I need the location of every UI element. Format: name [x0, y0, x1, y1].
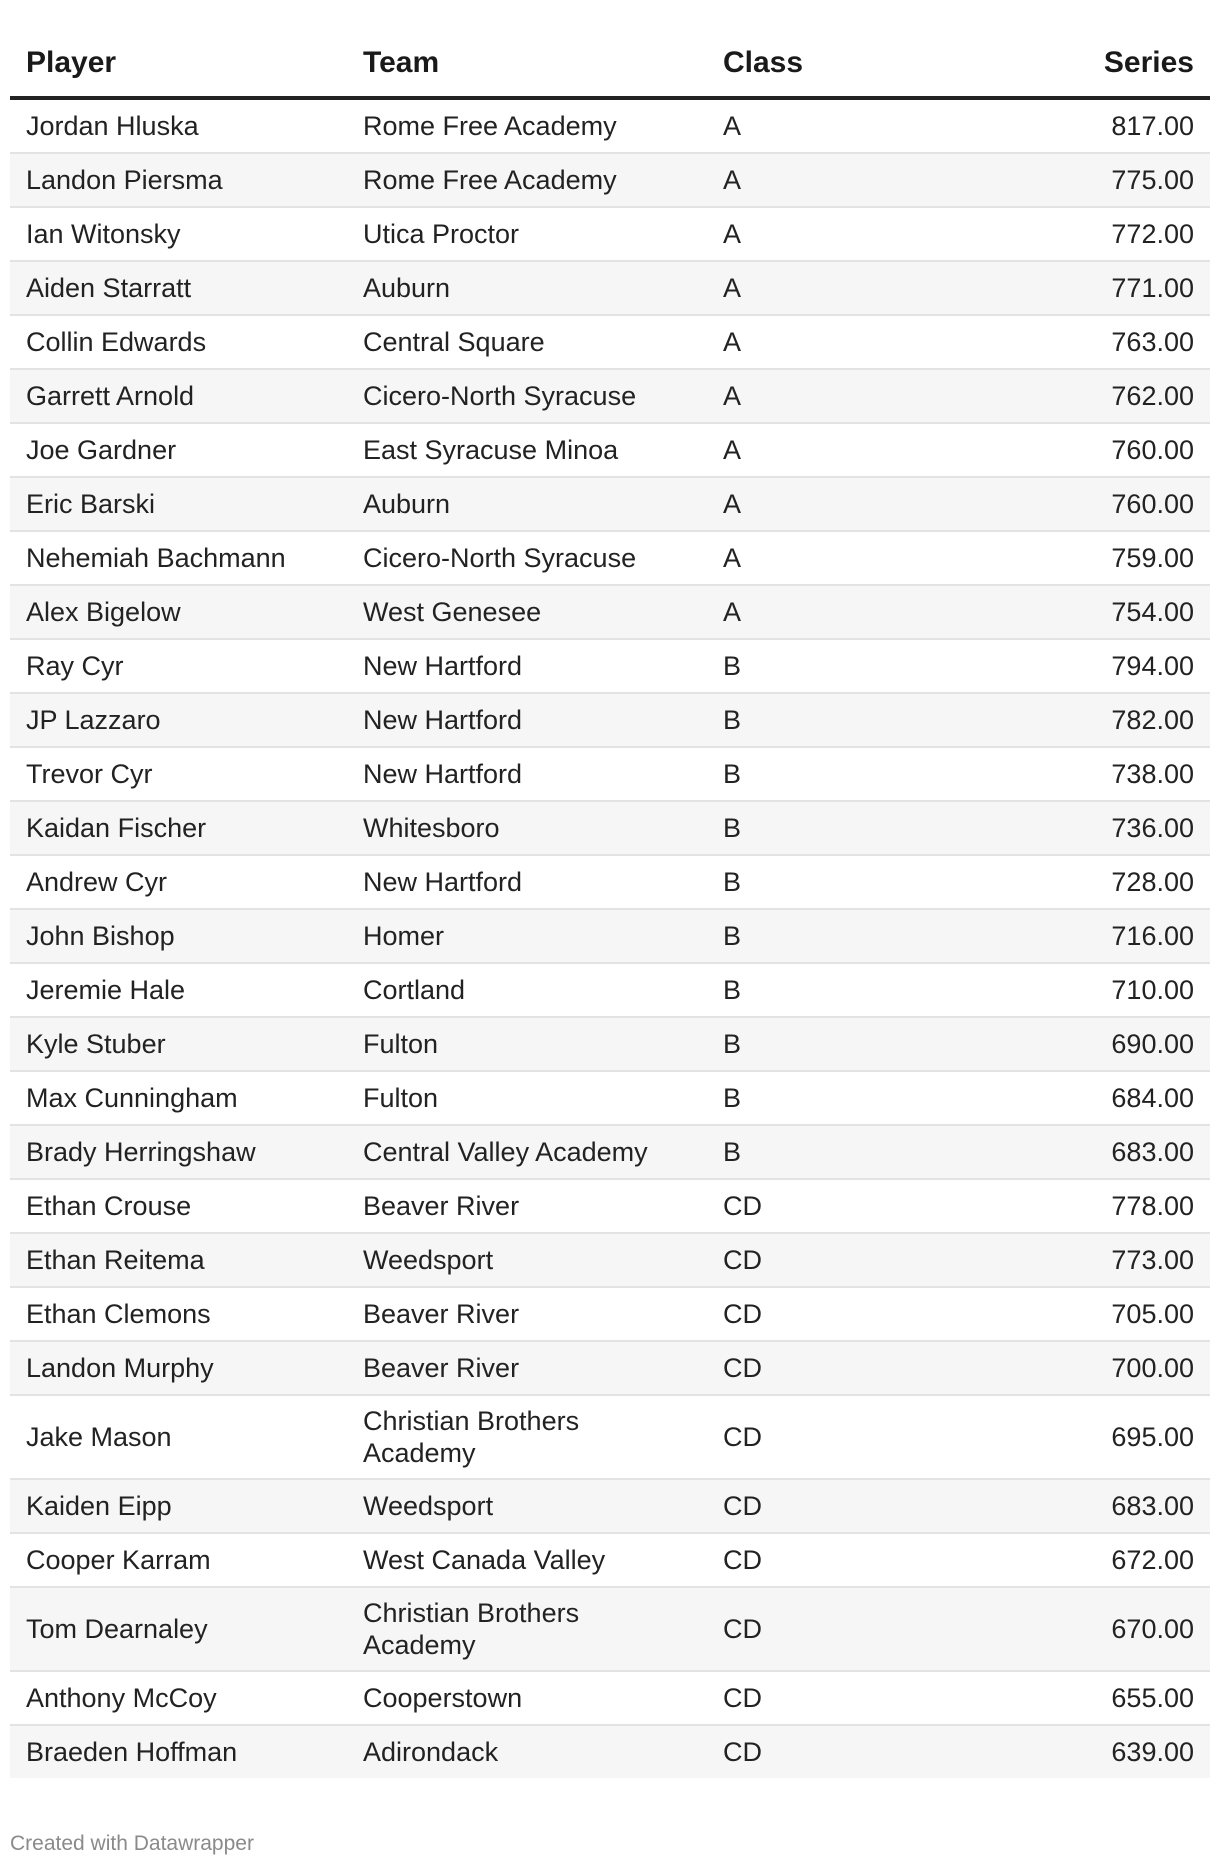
cell-class: A: [707, 153, 1007, 207]
cell-player: Braeden Hoffman: [10, 1725, 347, 1778]
table-row: [10, 963, 1210, 1017]
cell-class: A: [707, 315, 1007, 369]
cell-class: B: [707, 801, 1007, 855]
cell-class: B: [707, 1071, 1007, 1125]
cell-class: B: [707, 909, 1007, 963]
cell-series: 655.00: [1007, 1671, 1210, 1725]
cell-class: A: [707, 585, 1007, 639]
cell-series: 736.00: [1007, 801, 1210, 855]
table-row: [10, 693, 1210, 747]
cell-player: Jeremie Hale: [10, 963, 347, 1017]
cell-series: 763.00: [1007, 315, 1210, 369]
cell-class: B: [707, 747, 1007, 801]
cell-series: 782.00: [1007, 693, 1210, 747]
cell-class: B: [707, 1125, 1007, 1179]
cell-player: Nehemiah Bachmann: [10, 531, 347, 585]
table-row: [10, 801, 1210, 855]
cell-player: Max Cunningham: [10, 1071, 347, 1125]
cell-player: Garrett Arnold: [10, 369, 347, 423]
table-row: [10, 855, 1210, 909]
table-row: [10, 207, 1210, 261]
cell-player: Jordan Hluska: [10, 98, 347, 153]
cell-player: John Bishop: [10, 909, 347, 963]
cell-series: 672.00: [1007, 1533, 1210, 1587]
cell-player: Eric Barski: [10, 477, 347, 531]
table-row: [10, 1671, 1210, 1725]
table-row: [10, 1017, 1210, 1071]
header-row: [10, 30, 1210, 98]
cell-class: A: [707, 261, 1007, 315]
cell-player: Ethan Reitema: [10, 1233, 347, 1287]
cell-class: CD: [707, 1395, 1007, 1479]
cell-series: 754.00: [1007, 585, 1210, 639]
cell-team: Cicero-North Syracuse: [347, 369, 707, 423]
cell-team: West Genesee: [347, 585, 707, 639]
cell-series: 762.00: [1007, 369, 1210, 423]
table-row: [10, 909, 1210, 963]
cell-team: Adirondack: [347, 1725, 707, 1778]
cell-player: Brady Herringshaw: [10, 1125, 347, 1179]
cell-series: 771.00: [1007, 261, 1210, 315]
cell-series: 794.00: [1007, 639, 1210, 693]
table-header: [10, 30, 1210, 98]
cell-series: 670.00: [1007, 1587, 1210, 1671]
cell-class: A: [707, 477, 1007, 531]
table-row: [10, 369, 1210, 423]
table-row: [10, 153, 1210, 207]
table-row: [10, 261, 1210, 315]
table-row: [10, 1287, 1210, 1341]
table-row: [10, 531, 1210, 585]
table-row: [10, 1725, 1210, 1778]
table-row: [10, 639, 1210, 693]
cell-class: B: [707, 693, 1007, 747]
cell-series: 684.00: [1007, 1071, 1210, 1125]
cell-team: Cortland: [347, 963, 707, 1017]
cell-series: 760.00: [1007, 477, 1210, 531]
cell-player: Anthony McCoy: [10, 1671, 347, 1725]
column-header-player[interactable]: Player: [10, 30, 347, 98]
table-row: [10, 315, 1210, 369]
cell-team: Beaver River: [347, 1179, 707, 1233]
cell-class: CD: [707, 1725, 1007, 1778]
cell-team: Fulton: [347, 1071, 707, 1125]
cell-team: Christian Brothers Academy: [347, 1587, 707, 1671]
cell-series: 728.00: [1007, 855, 1210, 909]
cell-team: Auburn: [347, 477, 707, 531]
cell-player: Trevor Cyr: [10, 747, 347, 801]
cell-class: B: [707, 963, 1007, 1017]
cell-player: Jake Mason: [10, 1395, 347, 1479]
cell-team: Rome Free Academy: [347, 98, 707, 153]
table-row: [10, 98, 1210, 153]
cell-class: A: [707, 423, 1007, 477]
cell-player: Aiden Starratt: [10, 261, 347, 315]
cell-team: Cicero-North Syracuse: [347, 531, 707, 585]
bowling-series-table: [10, 30, 1210, 1778]
cell-player: Alex Bigelow: [10, 585, 347, 639]
cell-team: Weedsport: [347, 1479, 707, 1533]
cell-class: B: [707, 639, 1007, 693]
cell-team: Cooperstown: [347, 1671, 707, 1725]
cell-team: Whitesboro: [347, 801, 707, 855]
cell-class: CD: [707, 1671, 1007, 1725]
cell-team: Beaver River: [347, 1287, 707, 1341]
cell-player: Ethan Crouse: [10, 1179, 347, 1233]
cell-series: 716.00: [1007, 909, 1210, 963]
cell-player: Tom Dearnaley: [10, 1587, 347, 1671]
table-row: [10, 423, 1210, 477]
cell-player: Landon Piersma: [10, 153, 347, 207]
cell-class: CD: [707, 1533, 1007, 1587]
cell-series: 772.00: [1007, 207, 1210, 261]
cell-series: 683.00: [1007, 1125, 1210, 1179]
cell-team: Auburn: [347, 261, 707, 315]
column-header-team[interactable]: Team: [347, 30, 707, 98]
cell-team: New Hartford: [347, 747, 707, 801]
cell-player: Kyle Stuber: [10, 1017, 347, 1071]
cell-class: CD: [707, 1341, 1007, 1395]
table-row: [10, 1341, 1210, 1395]
cell-class: A: [707, 98, 1007, 153]
cell-team: New Hartford: [347, 639, 707, 693]
cell-player: Andrew Cyr: [10, 855, 347, 909]
cell-team: Homer: [347, 909, 707, 963]
cell-player: Ethan Clemons: [10, 1287, 347, 1341]
table-row: [10, 1479, 1210, 1533]
cell-team: West Canada Valley: [347, 1533, 707, 1587]
cell-team: East Syracuse Minoa: [347, 423, 707, 477]
table-row: [10, 1587, 1210, 1671]
cell-series: 690.00: [1007, 1017, 1210, 1071]
cell-series: 695.00: [1007, 1395, 1210, 1479]
cell-team: Weedsport: [347, 1233, 707, 1287]
table-row: [10, 1533, 1210, 1587]
cell-player: Cooper Karram: [10, 1533, 347, 1587]
cell-class: CD: [707, 1233, 1007, 1287]
cell-team: Utica Proctor: [347, 207, 707, 261]
table-row: [10, 477, 1210, 531]
cell-team: Fulton: [347, 1017, 707, 1071]
table-body: [10, 98, 1210, 1778]
table-row: [10, 1179, 1210, 1233]
cell-player: Ian Witonsky: [10, 207, 347, 261]
table-row: [10, 1395, 1210, 1479]
cell-team: New Hartford: [347, 855, 707, 909]
table-row: [10, 585, 1210, 639]
cell-player: Collin Edwards: [10, 315, 347, 369]
cell-class: CD: [707, 1479, 1007, 1533]
cell-series: 700.00: [1007, 1341, 1210, 1395]
cell-series: 639.00: [1007, 1725, 1210, 1778]
cell-player: Ray Cyr: [10, 639, 347, 693]
cell-series: 705.00: [1007, 1287, 1210, 1341]
cell-class: A: [707, 369, 1007, 423]
cell-player: Landon Murphy: [10, 1341, 347, 1395]
cell-class: A: [707, 207, 1007, 261]
cell-team: Central Valley Academy: [347, 1125, 707, 1179]
cell-class: CD: [707, 1587, 1007, 1671]
cell-class: B: [707, 855, 1007, 909]
cell-series: 773.00: [1007, 1233, 1210, 1287]
cell-series: 738.00: [1007, 747, 1210, 801]
cell-team: Christian Brothers Academy: [347, 1395, 707, 1479]
cell-class: CD: [707, 1179, 1007, 1233]
table-row: [10, 747, 1210, 801]
cell-player: Joe Gardner: [10, 423, 347, 477]
column-header-class[interactable]: Class: [707, 30, 1007, 98]
cell-team: Beaver River: [347, 1341, 707, 1395]
cell-series: 683.00: [1007, 1479, 1210, 1533]
cell-series: 817.00: [1007, 98, 1210, 153]
footer-credit: Created with Datawrapper: [10, 1832, 254, 1855]
table-row: [10, 1125, 1210, 1179]
cell-player: JP Lazzaro: [10, 693, 347, 747]
cell-player: Kaiden Eipp: [10, 1479, 347, 1533]
table-row: [10, 1071, 1210, 1125]
cell-team: Rome Free Academy: [347, 153, 707, 207]
cell-series: 760.00: [1007, 423, 1210, 477]
cell-series: 759.00: [1007, 531, 1210, 585]
cell-class: CD: [707, 1287, 1007, 1341]
table-row: [10, 1233, 1210, 1287]
cell-series: 710.00: [1007, 963, 1210, 1017]
cell-series: 778.00: [1007, 1179, 1210, 1233]
cell-series: 775.00: [1007, 153, 1210, 207]
cell-class: A: [707, 531, 1007, 585]
cell-player: Kaidan Fischer: [10, 801, 347, 855]
column-header-series[interactable]: Series: [1007, 30, 1210, 98]
cell-team: New Hartford: [347, 693, 707, 747]
cell-class: B: [707, 1017, 1007, 1071]
cell-team: Central Square: [347, 315, 707, 369]
